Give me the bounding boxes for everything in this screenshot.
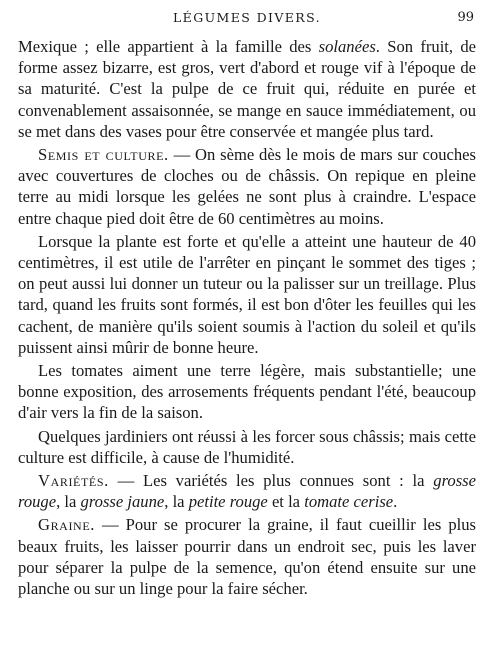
paragraph-text: .	[393, 492, 398, 512]
section-heading: Graine.	[38, 515, 95, 535]
paragraph-text: Quelques jardiniers ont réussi à les forcer sous châssis; mais cette culture est difficile, à cause de l'humidité.	[18, 426, 476, 467]
paragraph-text: et la	[267, 492, 305, 512]
paragraph-text: Les tomates aiment une terre légère, mais substantielle; une bonne exposition, des arrosements fréquents pendant l'été, beaucoup d'air vers la fin de la saison.	[18, 361, 476, 423]
section-heading: Variétés.	[38, 471, 109, 491]
paragraph-semis-et-culture	[18, 144, 476, 229]
variety-name: grosse rouge	[18, 471, 476, 512]
paragraph-text: Lorsque la plante est forte et qu'elle a atteint une hauteur de 40 centimètres, il est utile de l'arrêter en pinçant le sommet des tiges ; on peut aussi lui donner un tuteur ou la palisser sur un treillage. Plus tard, quand les fruits sont formés, il est bon d'ôter les feuilles qui les cachent, de manière qu'ils soient soumis à l'action du soleil et qu'ils puissent ainsi mûrir de bonne heure.	[18, 231, 476, 357]
section-heading: Semis et culture.	[38, 145, 169, 165]
page-number: 99	[457, 10, 474, 25]
variety-name: petite rouge	[188, 492, 268, 512]
variety-name: tomate cerise	[304, 492, 394, 512]
body-text	[18, 36, 476, 601]
paragraph-text: — On sème dès le mois de mars sur couches avec couvertures de cloches ou de châssis. On repique en pleine terre au midi lorsque les gelées ne sont plus à craindre. L'espace entre chaque pied doit être de 60 centimètres au moins.	[18, 145, 477, 228]
variety-name: grosse jaune	[80, 492, 165, 512]
paragraph-text: — Les variétés les plus connues sont : la	[108, 471, 434, 491]
paragraph-pinching	[18, 231, 476, 358]
paragraph-text: , la	[164, 492, 189, 512]
paragraph-graine	[18, 514, 476, 599]
paragraph-forcing	[18, 426, 476, 468]
paragraph-varietes	[18, 470, 476, 512]
running-head	[0, 10, 494, 30]
paragraph-text: — Pour se procurer la graine, il faut cueillir les plus beaux fruits, les laisser pourrir dans un endroit sec, puis les laver pour séparer la pulpe de la semence, qu'on étend ensuite sur une planche ou sur un linge pour la faire sécher.	[18, 515, 476, 599]
italic-term: solanées	[318, 37, 376, 56]
running-title: LÉGUMES DIVERS.	[172, 10, 322, 25]
paragraph-soil	[18, 360, 476, 424]
paragraph-text: Mexique ; elle appartient à la famille des	[18, 37, 319, 56]
paragraph-text: . Son fruit, de forme assez bizarre, est gros, vert d'abord et rouge vif à l'époque de sa maturité. C'est la pulpe de ce fruit qui, réduite en purée et convenablement assaisonnée, se mange en sauce immédiatement, ou se met dans des vases pour être conservée et mangée plus tard.	[18, 37, 477, 141]
paragraph-text: , la	[56, 492, 81, 512]
paragraph-continuation	[18, 36, 476, 142]
